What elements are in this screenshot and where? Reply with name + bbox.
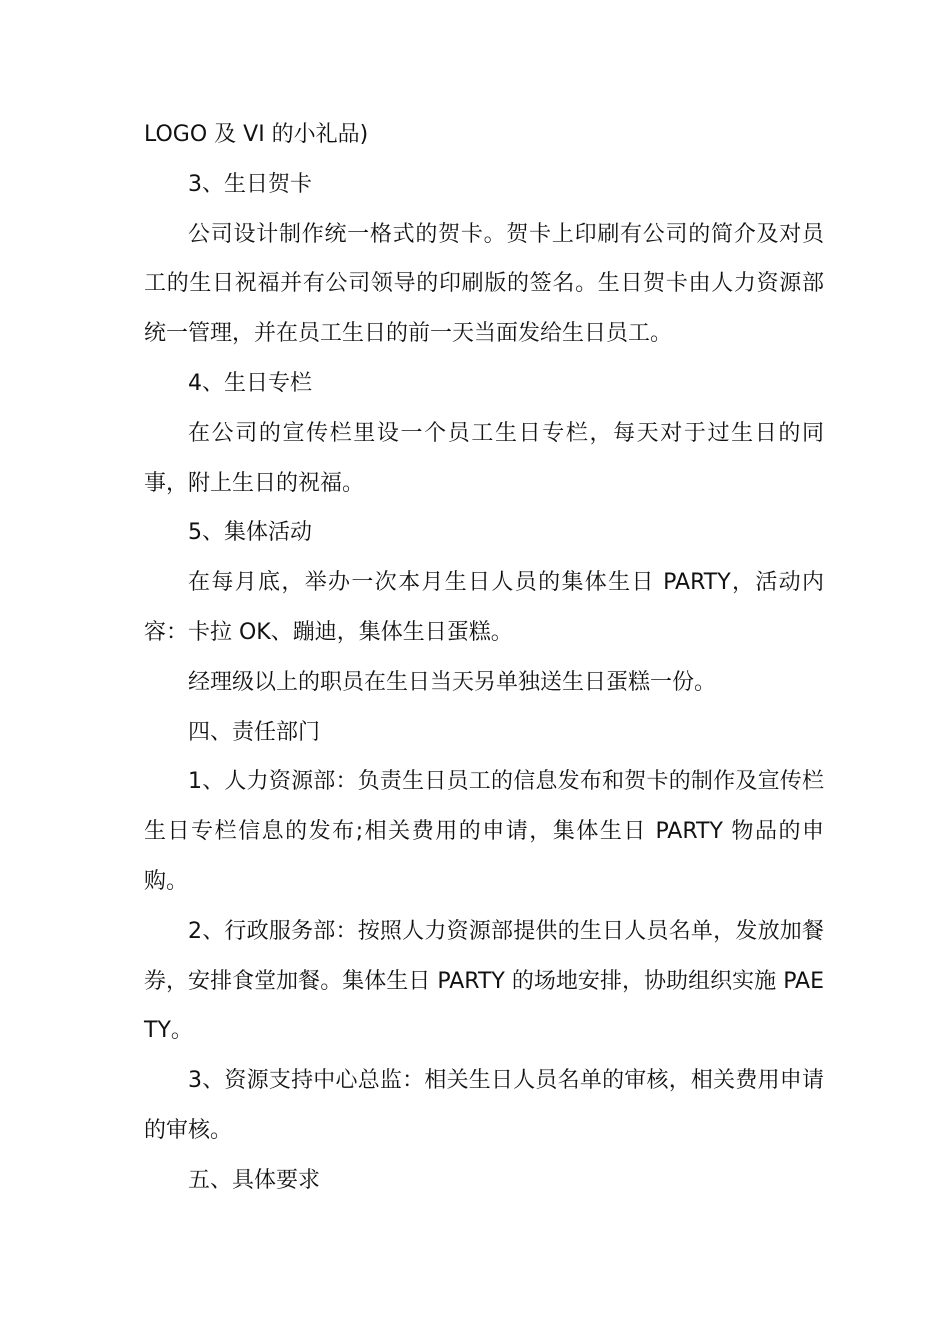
heading-birthday-column: 4、生日专栏	[188, 370, 312, 396]
paragraph-admin-department: 2、行政服务部：按照人力资源部提供的生日人员名单，发放加餐券，安排食堂加餐。集体生日 PARTY 的场地安排，协助组织实施 PAETY。	[144, 918, 824, 1044]
heading-responsible-departments: 四、责任部门	[188, 719, 321, 745]
paragraph-gift-continuation: LOGO 及 VI 的小礼品)	[144, 122, 369, 147]
paragraph-group-activity: 在每月底，举办一次本月生日人员的集体生日 PARTY，活动内容：卡拉 OK、蹦迪，集体生日蛋糕。	[144, 570, 824, 645]
paragraph-birthday-column: 在公司的宣传栏里设一个员工生日专栏，每天对于过生日的同事，附上生日的祝福。	[144, 420, 824, 496]
paragraph-hr-department: 1、人力资源部：负责生日员工的信息发布和贺卡的制作及宣传栏生日专栏信息的发布;相关费用的申请，集体生日 PARTY 物品的申购。	[144, 769, 824, 894]
document-body	[144, 110, 824, 1206]
paragraph-manager-cake: 经理级以上的职员在生日当天另单独送生日蛋糕一份。	[188, 669, 717, 695]
heading-group-activity: 5、集体活动	[188, 520, 312, 546]
paragraph-resource-director: 3、资源支持中心总监：相关生日人员名单的审核，相关费用申请的审核。	[144, 1068, 824, 1143]
heading-specific-requirements: 五、具体要求	[188, 1167, 321, 1193]
paragraph-birthday-card: 公司设计制作统一格式的贺卡。贺卡上印刷有公司的简介及对员工的生日祝福并有公司领导的印刷版的签名。生日贺卡由人力资源部统一管理，并在员工生日的前一天当面发给生日员工。	[144, 221, 824, 347]
heading-birthday-card: 3、生日贺卡	[188, 171, 312, 197]
